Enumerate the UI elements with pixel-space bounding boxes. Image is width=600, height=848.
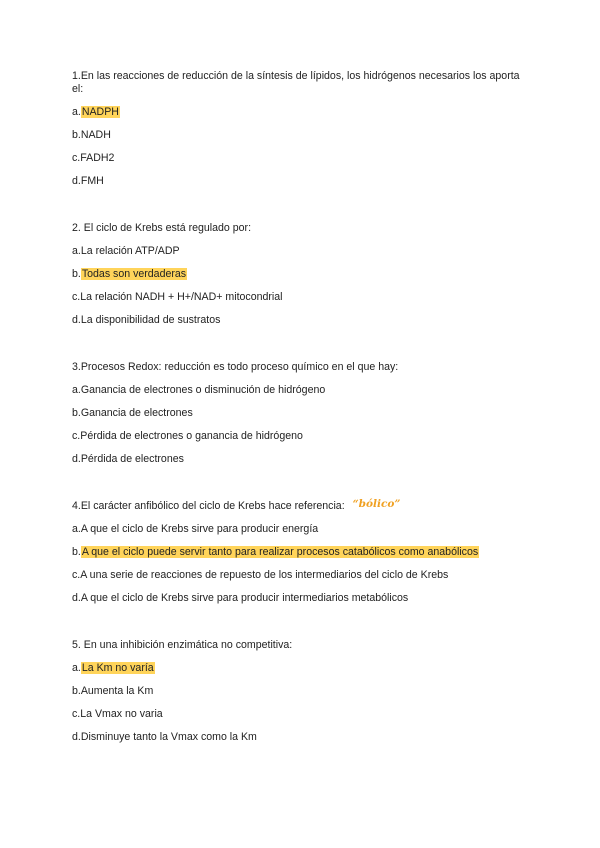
option-prefix: c. [72,291,81,303]
option-1d[interactable] [72,175,532,188]
spacer [72,476,532,500]
option-5a[interactable] [72,662,532,675]
option-text: Aumenta la Km [80,685,154,697]
option-3b[interactable] [72,407,532,420]
question-3-title: 3.Procesos Redox: reducción es todo proceso químico en el que hay: [72,361,399,373]
option-text: Ganancia de electrones o disminución de hidrógeno [80,384,326,396]
question-4-title [72,500,532,513]
option-text-highlighted: NADPH [81,106,119,118]
question-2 [72,222,532,327]
option-1a[interactable] [72,106,532,119]
option-text: NADH [80,129,111,141]
option-text: Ganancia de electrones [80,407,193,419]
option-3a[interactable] [72,384,532,397]
question-5 [72,639,532,744]
handwritten-annotation: “bólico” [352,498,401,510]
option-prefix: b. [72,546,81,558]
option-prefix: c. [72,430,81,442]
question-5-title: 5. En una inhibición enzimática no competitiva: [72,639,293,651]
option-text: Pérdida de electrones o ganancia de hidrógeno [80,430,303,442]
option-text-highlighted: A que el ciclo puede servir tanto para realizar procesos catabólicos como anabólicos [81,546,479,558]
option-prefix: b. [72,268,81,280]
option-2a[interactable] [72,245,532,258]
option-3d[interactable] [72,453,532,466]
option-prefix: a. [72,245,81,257]
option-3c[interactable] [72,430,532,443]
spacer [72,615,532,639]
option-prefix: d. [72,314,81,326]
option-text: Disminuye tanto la Vmax como la Km [80,731,257,743]
question-2-title: 2. El ciclo de Krebs está regulado por: [72,222,252,234]
question-4-title-text: 4.El carácter anfibólico del ciclo de Krebs hace referencia: [72,500,345,512]
option-prefix: d. [72,453,81,465]
option-text: FMH [80,175,104,187]
option-prefix: a. [72,384,81,396]
option-prefix: a. [72,106,81,118]
option-prefix: d. [72,731,81,743]
option-prefix: d. [72,175,81,187]
option-prefix: d. [72,592,81,604]
option-4b[interactable] [72,546,532,559]
option-2c[interactable] [72,291,532,304]
option-prefix: b. [72,407,81,419]
option-5c[interactable] [72,708,532,721]
option-4d[interactable] [72,592,532,605]
option-prefix: b. [72,129,81,141]
question-3 [72,361,532,466]
option-prefix: c. [72,152,81,164]
option-text: Pérdida de electrones [80,453,184,465]
option-4a[interactable] [72,523,532,536]
option-text: A una serie de reacciones de repuesto de los intermediarios del ciclo de Krebs [80,569,449,581]
question-1 [72,70,532,188]
option-text: FADH2 [80,152,115,164]
option-1b[interactable] [72,129,532,142]
option-text: A que el ciclo de Krebs sirve para producir energía [80,523,319,535]
option-2d[interactable] [72,314,532,327]
question-1-title: 1.En las reacciones de reducción de la síntesis de lípidos, los hidrógenos necesarios los aporta el: [72,70,520,95]
option-2b[interactable] [72,268,532,281]
question-4 [72,500,532,605]
spacer [72,337,532,361]
option-text: La Vmax no varia [80,708,163,720]
option-5b[interactable] [72,685,532,698]
spacer [72,198,532,222]
option-4c[interactable] [72,569,532,582]
option-prefix: c. [72,569,81,581]
option-1c[interactable] [72,152,532,165]
option-prefix: c. [72,708,81,720]
option-prefix: a. [72,662,81,674]
option-text: La relación NADH + H+/NAD+ mitocondrial [80,291,283,303]
option-5d[interactable] [72,731,532,744]
option-prefix: a. [72,523,81,535]
option-text-highlighted: Todas son verdaderas [81,268,187,280]
option-text: A que el ciclo de Krebs sirve para producir intermediarios metabólicos [80,592,409,604]
option-text-highlighted: La Km no varía [81,662,154,674]
option-prefix: b. [72,685,81,697]
quiz-page [72,70,532,754]
option-text: La relación ATP/ADP [80,245,180,257]
option-text: La disponibilidad de sustratos [80,314,221,326]
